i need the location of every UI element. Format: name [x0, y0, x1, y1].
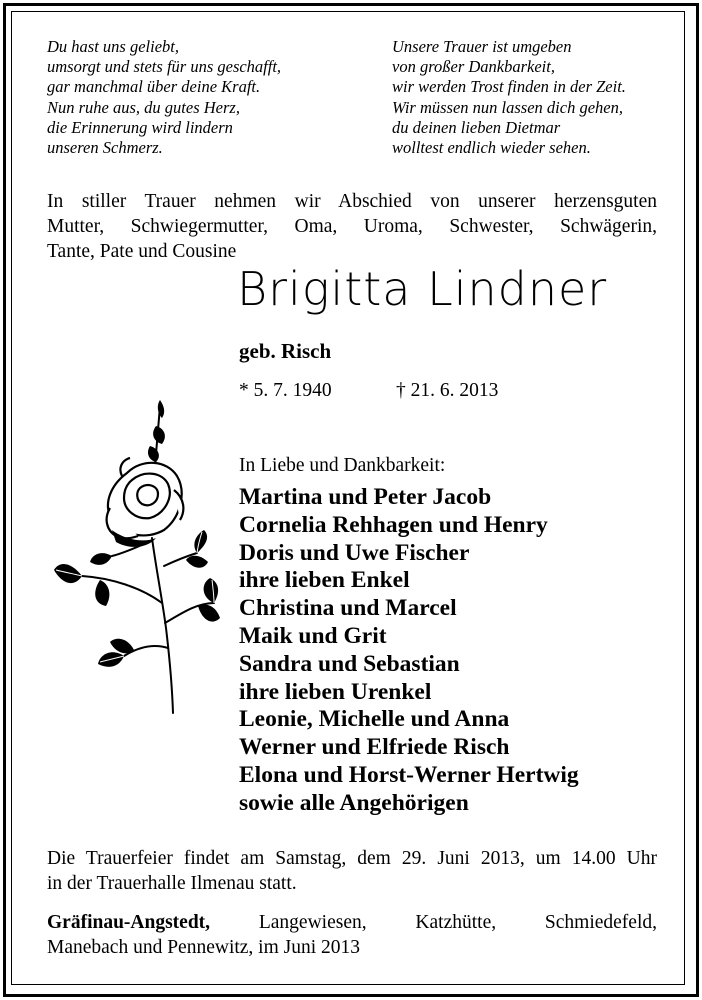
- poem-line: von großer Dankbarkeit,: [392, 57, 555, 77]
- intro-line: Mutter, Schwiegermutter, Oma, Uroma, Schwester, Schwägerin,: [47, 216, 657, 237]
- places-line: [47, 910, 657, 935]
- mourner-line: Werner und Elfriede Risch: [239, 734, 510, 761]
- mourner-line: sowie alle Angehörigen: [239, 789, 469, 816]
- rose-icon: [52, 398, 222, 720]
- poem-line: Unsere Trauer ist umgeben: [392, 37, 572, 56]
- mourner-line: Elona und Horst-Werner Hertwig: [239, 761, 579, 788]
- mourner-line: Maik und Grit: [239, 622, 387, 649]
- poem-right: [392, 37, 626, 158]
- mourner-line: Christina und Marcel: [239, 595, 457, 622]
- poem-line: Nun ruhe aus, du gutes Herz,: [47, 97, 240, 117]
- poem-left: [47, 37, 281, 158]
- mourner-line: Leonie, Michelle und Anna: [239, 706, 510, 733]
- poem-line: wolltest endlich wieder sehen.: [392, 138, 591, 158]
- places-bold: Gräfinau-Angstedt,: [47, 912, 211, 933]
- mourners-intro: In Liebe und Dankbarkeit:: [239, 455, 446, 476]
- life-dates: [239, 380, 499, 402]
- mourner-line: Cornelia Rehhagen und Henry: [239, 511, 548, 538]
- mourner-line: ihre lieben Urenkel: [239, 678, 432, 705]
- mourners-list: [239, 484, 579, 818]
- poem-line: umsorgt und stets für uns geschafft,: [47, 57, 282, 77]
- intro-text: [47, 189, 657, 264]
- places-line: Manebach und Pennewitz, im Juni 2013: [47, 937, 361, 958]
- mourner-line: Doris und Uwe Fischer: [239, 539, 470, 566]
- death-date: † 21. 6. 2013: [396, 380, 499, 401]
- service-info: [47, 846, 657, 896]
- intro-line: Tante, Pate und Cousine: [47, 241, 237, 262]
- maiden-name: geb. Risch: [239, 339, 332, 363]
- poem-line: gar manchmal über deine Kraft.: [47, 77, 261, 97]
- intro-line: In stiller Trauer nehmen wir Abschied von unserer herzensguten: [47, 191, 657, 212]
- poem-line: Wir müssen nun lassen dich gehen,: [392, 97, 623, 117]
- poem-line: Du hast uns geliebt,: [47, 37, 179, 56]
- mourner-line: Sandra und Sebastian: [239, 650, 460, 677]
- service-line: Die Trauerfeier findet am Samstag, dem 29. Juni 2013, um 14.00 Uhr: [47, 848, 657, 869]
- poem-line: die Erinnerung wird lindern: [47, 117, 233, 137]
- poem-line: unseren Schmerz.: [47, 138, 163, 158]
- poem-line: du deinen lieben Dietmar: [392, 117, 561, 137]
- places-info: [47, 910, 657, 960]
- deceased-name: Brigitta Lindner: [237, 262, 608, 316]
- poem-line: wir werden Trost finden in der Zeit.: [392, 77, 626, 97]
- places-rest: Langewiesen, Katzhütte, Schmiedefeld,: [258, 912, 657, 933]
- service-line: in der Trauerhalle Ilmenau statt.: [47, 873, 297, 894]
- mourner-line: Martina und Peter Jacob: [239, 484, 492, 510]
- birth-date: * 5. 7. 1940: [239, 380, 332, 401]
- mourner-line: ihre lieben Enkel: [239, 567, 410, 594]
